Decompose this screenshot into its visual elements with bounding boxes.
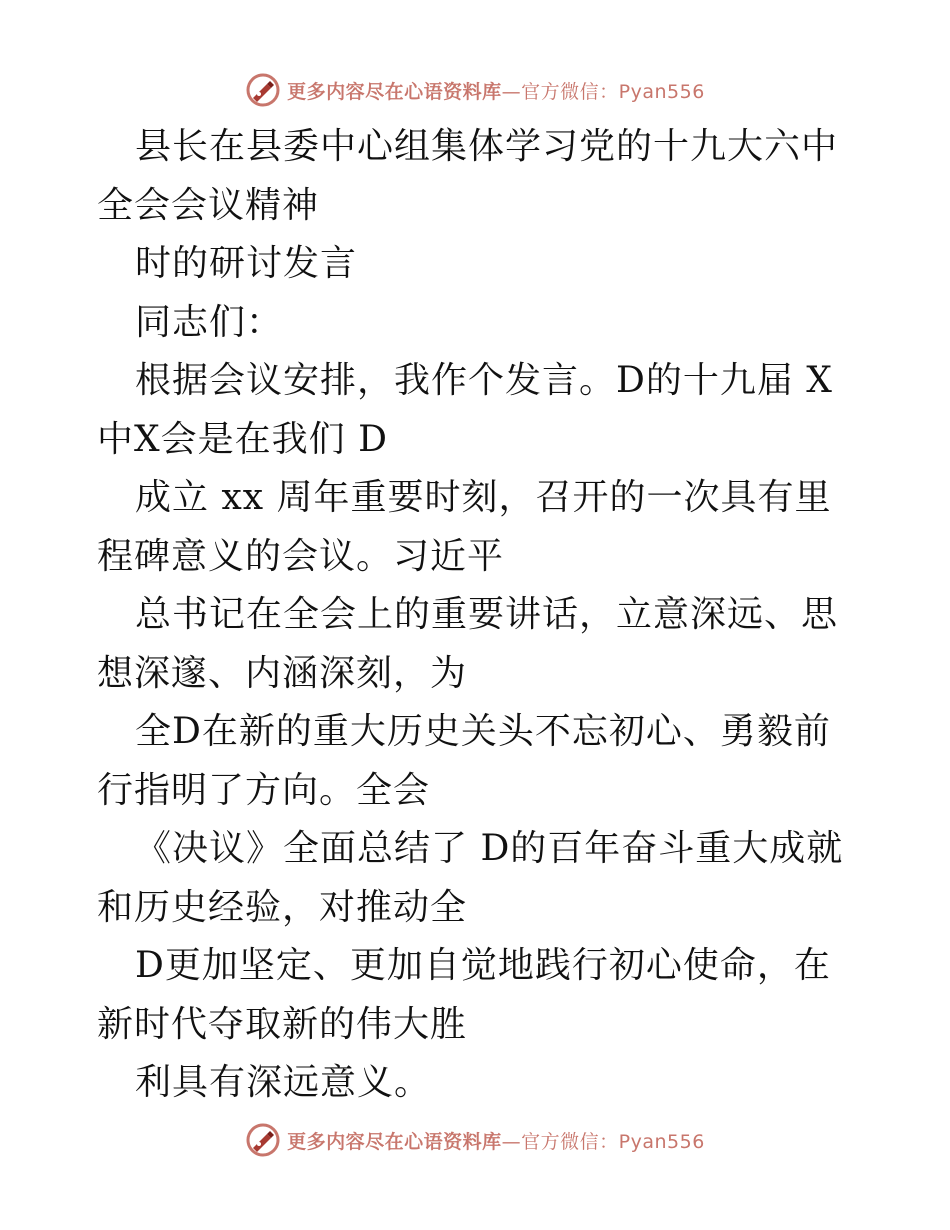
paragraph-title-line-1: 县长在县委中心组集体学习党的十九大六中全会会议精神 [97,126,839,226]
watermark-separator: — [501,1130,522,1153]
paragraph-body-5: 《决议》全面总结了 D的百年奋斗重大成就和历史经验，对推动全 [97,828,844,928]
paragraph-body-2: 成立 xx 周年重要时刻，召开的一次具有里程碑意义的会议。习近平 [97,477,832,577]
paragraph-salutation: 同志们： [135,301,284,343]
watermark-separator: — [501,80,522,103]
paragraph-body-7: 利具有深远意义。 [135,1062,432,1103]
paragraph-body-3: 总书记在全会上的重要讲话，立意深远、思想深邃、内涵深刻，为 [97,594,839,694]
pen-in-circle-icon [245,72,281,108]
header-watermark [0,68,950,112]
paragraph-body-6: D更加坚定、更加自觉地践行初心使命，在新时代夺取新的伟大胜 [97,945,831,1045]
watermark-contact: 官方微信：Pyan556 [521,1130,705,1153]
pen-in-circle-icon [245,1122,281,1158]
watermark-brand: 更多内容尽在心语资料库 [287,1130,502,1153]
watermark-contact: 官方微信：Pyan556 [521,80,705,103]
paragraph-title-line-2: 时的研讨发言 [135,243,358,284]
paragraph-body-4: 全D在新的重大历史关头不忘初心、勇毅前行指明了方向。全会 [97,711,831,811]
paragraph-body-1: 根据会议安排，我作个发言。D的十九届 X中X会是在我们 D [97,360,833,460]
watermark-brand: 更多内容尽在心语资料库 [287,80,502,103]
footer-watermark [0,1118,950,1162]
document-body [97,118,857,1113]
